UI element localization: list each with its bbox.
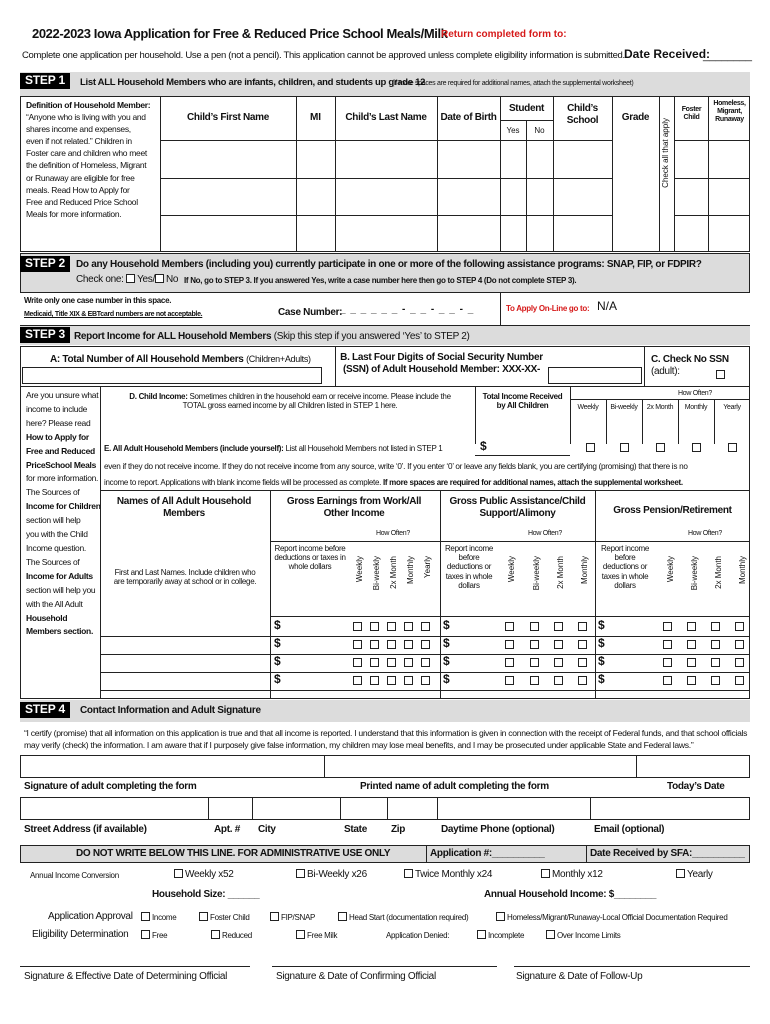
pen-freq-2x: 2x Month <box>714 556 723 589</box>
work-frequency-checkbox[interactable] <box>353 640 362 649</box>
signature-label: Signature of adult completing the form <box>24 781 197 792</box>
work-frequency-checkbox[interactable] <box>387 640 396 649</box>
freq-2x-month: 2x Month <box>646 404 674 411</box>
sig-confirming: Signature & Date of Confirming Official <box>276 971 436 982</box>
household-member-definition: Definition of Household Member: “Anyone who is living with you and shares income and expenses, even if not related.” Children in Foster care and children who meet the definition of Homeless, Migrant or Runaway are eligible for free meals. Read How to Apply for Free and Reduced Price School Meals for more information. <box>26 100 151 219</box>
work-frequency-checkbox[interactable] <box>353 676 362 685</box>
apt-label: Apt. # <box>214 824 240 835</box>
printed-name-label: Printed name of adult completing the form <box>360 781 549 792</box>
work-frequency-checkbox[interactable] <box>404 676 413 685</box>
how-often-pension: How Often? <box>688 530 722 537</box>
public-frequency-checkbox[interactable] <box>530 676 539 685</box>
step2-instruction: If No, go to STEP 3. If you answered Yes, write a case number here then go to STEP 4 (Do not complete STEP 3). <box>184 276 577 285</box>
work-frequency-checkbox[interactable] <box>353 622 362 631</box>
pension-frequency-checkbox[interactable] <box>735 676 744 685</box>
conv-twice-checkbox[interactable] <box>404 869 413 878</box>
child-monthly-checkbox[interactable] <box>692 443 701 452</box>
step2-check-one: Check one: Yes/ No <box>76 274 179 285</box>
conv-yearly: Yearly <box>676 869 713 881</box>
certification-text: “I certify (promise) that all information on this application is true and that all income is reported. I understand that this information is given in connection with the receipt of Federal funds, and that school officials may verify (check) the information. I am aware that if I purposely give false information, my children may lose meal benefits, and I may be prosecuted under applicable State and Federal laws.” <box>24 728 748 750</box>
pen-freq-monthly: Monthly <box>738 556 747 585</box>
work-frequency-checkbox[interactable] <box>421 622 430 631</box>
work-freq-monthly: Monthly <box>406 556 415 585</box>
pension-dollar[interactable]: $ <box>598 672 605 686</box>
pension-hint: Report income before deductions or taxes in whole dollars <box>600 544 650 590</box>
how-often-work: How Often? <box>376 530 410 537</box>
public-dollar[interactable]: $ <box>443 618 450 632</box>
public-frequency-checkbox[interactable] <box>505 622 514 631</box>
signature-field[interactable] <box>20 755 750 778</box>
state-label: State <box>344 824 367 835</box>
public-frequency-checkbox[interactable] <box>554 622 563 631</box>
work-dollar[interactable]: $ <box>274 636 281 650</box>
a-label: A: Total Number of All Household Members (Children+Adults) <box>50 354 311 365</box>
work-dollar[interactable]: $ <box>274 672 281 686</box>
approval-homeless-checkbox[interactable] <box>496 912 505 921</box>
elig-reduced-checkbox[interactable] <box>211 930 220 939</box>
adult-name-field[interactable] <box>101 618 269 636</box>
pension-frequency-checkbox[interactable] <box>687 640 696 649</box>
work-freq-yearly: Yearly <box>423 556 432 578</box>
work-frequency-checkbox[interactable] <box>370 658 379 667</box>
todays-date-label: Today’s Date <box>667 781 725 792</box>
work-frequency-checkbox[interactable] <box>387 658 396 667</box>
work-frequency-checkbox[interactable] <box>421 658 430 667</box>
work-hint: Report income before deductions or taxes in whole dollars <box>274 544 346 572</box>
col-student: Student <box>508 103 545 114</box>
public-frequency-checkbox[interactable] <box>578 622 587 631</box>
conv-biweekly: Bi-Weekly x26 <box>296 869 367 881</box>
step2-question: Do any Household Members (including you) currently participate in one or more of the following assistance programs: SNAP, FIP, or FDPIR? <box>76 259 702 270</box>
step2-no-checkbox[interactable] <box>155 274 164 283</box>
pension-frequency-checkbox[interactable] <box>663 658 672 667</box>
child-biweekly-checkbox[interactable] <box>620 443 629 452</box>
step1-title: List ALL Household Members who are infants, children, and students up grade 12 <box>80 77 426 88</box>
elig-free-checkbox[interactable] <box>141 930 150 939</box>
step4-badge: STEP 4 <box>20 702 70 718</box>
pension-frequency-checkbox[interactable] <box>735 640 744 649</box>
sig-followup: Signature & Date of Follow-Up <box>516 971 643 982</box>
col-student-yes: Yes <box>506 126 520 135</box>
col-foster: Foster Child <box>681 106 702 122</box>
application-number: Application #:__________ <box>430 848 545 859</box>
child-weekly-checkbox[interactable] <box>586 443 595 452</box>
no-ssn-checkbox[interactable] <box>716 370 725 379</box>
work-frequency-checkbox[interactable] <box>370 676 379 685</box>
conv-weekly-checkbox[interactable] <box>174 869 183 878</box>
approval-foster: Foster Child <box>199 912 250 922</box>
col-student-no: No <box>534 126 545 135</box>
freq-monthly: Monthly <box>684 404 708 411</box>
form-title: 2022-2023 Iowa Application for Free & Reduced Price School Meals/Milk <box>32 26 448 41</box>
step4-title: Contact Information and Adult Signature <box>80 705 261 716</box>
income-help-text: Are you unsure what income to include here? Please read How to Apply for Free and Reduced PriceSchool Meals for more information. The Sources of Income for Children section will help you with the Child Income question. The Sources of Income for Adults section will help you with the All Adult Household Members section. <box>26 390 101 637</box>
approval-foster-checkbox[interactable] <box>199 912 208 921</box>
public-frequency-checkbox[interactable] <box>530 640 539 649</box>
approval-fipsnap-checkbox[interactable] <box>270 912 279 921</box>
sig-determining: Signature & Effective Date of Determining Official <box>24 971 228 982</box>
col-grade: Grade <box>621 112 650 123</box>
col-school: Child’s School <box>566 103 599 126</box>
work-frequency-checkbox[interactable] <box>370 622 379 631</box>
work-freq-weekly: Weekly <box>355 556 364 583</box>
approval-headstart: Head Start (documentation required) <box>338 912 468 922</box>
income-conversion: Annual Income Conversion <box>30 871 119 880</box>
work-frequency-checkbox[interactable] <box>404 622 413 631</box>
step2-write-one: Write only one case number in this space. <box>24 296 172 305</box>
public-frequency-checkbox[interactable] <box>554 640 563 649</box>
approval-homeless: Homeless/Migrant/Runaway-Local Official Documentation Required <box>496 912 727 922</box>
elig-free: Free <box>141 930 167 940</box>
work-frequency-checkbox[interactable] <box>421 676 430 685</box>
freq-yearly: Yearly <box>723 404 741 411</box>
pension-frequency-checkbox[interactable] <box>711 622 720 631</box>
step1-note: (if more spaces are required for additional names, attach the supplemental worksheet) <box>392 80 634 87</box>
zip-label: Zip <box>391 824 406 835</box>
pub-freq-2x: 2x Month <box>556 556 565 589</box>
child-2x-month-checkbox[interactable] <box>656 443 665 452</box>
public-dollar[interactable]: $ <box>443 654 450 668</box>
work-frequency-checkbox[interactable] <box>404 640 413 649</box>
pension-frequency-checkbox[interactable] <box>663 622 672 631</box>
work-frequency-checkbox[interactable] <box>421 640 430 649</box>
approval-headstart-checkbox[interactable] <box>338 912 347 921</box>
date-received-sfa: Date Received by SFA:__________ <box>590 848 745 859</box>
conv-yearly-checkbox[interactable] <box>676 869 685 878</box>
conv-biweekly-checkbox[interactable] <box>296 869 305 878</box>
public-frequency-checkbox[interactable] <box>505 640 514 649</box>
elig-freemilk: Free Milk <box>296 930 337 940</box>
approval-income: Income <box>141 912 176 922</box>
col-mi: MI <box>309 112 322 123</box>
col-dob: Date of Birth <box>440 112 497 123</box>
child-income-dollar: $ <box>480 439 487 453</box>
public-hint: Report income before deductions or taxes in whole dollars <box>444 544 494 590</box>
child-yearly-checkbox[interactable] <box>728 443 737 452</box>
case-number-label: Case Number: <box>278 307 343 318</box>
denied-incomplete-checkbox[interactable] <box>477 930 486 939</box>
conv-monthly: Monthly x12 <box>541 869 603 881</box>
approval-income-checkbox[interactable] <box>141 912 150 921</box>
pension-dollar[interactable]: $ <box>598 654 605 668</box>
date-received-label: Date Received: <box>624 47 711 61</box>
email-label: Email (optional) <box>594 824 665 835</box>
public-frequency-checkbox[interactable] <box>505 658 514 667</box>
pen-freq-biweekly: Bi-weekly <box>690 556 699 591</box>
annual-household-income: Annual Household Income: $________ <box>484 889 657 900</box>
e-adult-members: E. All Adult Household Members (include yourself): List all Household Members not listed in STEP 1 <box>104 444 443 453</box>
adult-name-field[interactable] <box>101 672 269 690</box>
public-frequency-checkbox[interactable] <box>578 676 587 685</box>
pension-frequency-checkbox[interactable] <box>735 658 744 667</box>
denied-incomplete: Incomplete <box>477 930 524 940</box>
freq-biweekly: Bi-weekly <box>610 404 638 411</box>
conv-weekly: Weekly x52 <box>174 869 234 881</box>
names-hint: First and Last Names. Include children who are temporarily away at school or in college. <box>113 568 257 587</box>
public-dollar[interactable]: $ <box>443 636 450 650</box>
public-frequency-checkbox[interactable] <box>554 676 563 685</box>
pension-frequency-checkbox[interactable] <box>687 622 696 631</box>
address-field[interactable] <box>20 797 750 820</box>
pension-frequency-checkbox[interactable] <box>711 658 720 667</box>
pension-frequency-checkbox[interactable] <box>687 676 696 685</box>
apply-online-value: N/A <box>597 299 618 313</box>
step1-badge: STEP 1 <box>20 73 70 89</box>
household-size: Household Size: ______ <box>152 889 260 900</box>
form-subtitle: Complete one application per household. Use a pen (not a pencil). This application cannot be approved unless complete eligibility information is submitted. <box>22 50 625 61</box>
pension-frequency-checkbox[interactable] <box>735 622 744 631</box>
col-work-income: Gross Earnings from Work/All Other Income <box>286 496 422 519</box>
col-last-name: Child’s Last Name <box>345 112 427 123</box>
work-freq-2x: 2x Month <box>389 556 398 589</box>
public-dollar[interactable]: $ <box>443 672 450 686</box>
pension-frequency-checkbox[interactable] <box>663 676 672 685</box>
col-first-name: Child’s First Name <box>186 112 270 123</box>
pension-frequency-checkbox[interactable] <box>687 658 696 667</box>
pub-freq-monthly: Monthly <box>580 556 589 585</box>
work-freq-biweekly: Bi-weekly <box>372 556 381 591</box>
e-line-2: even if they do not receive income. If they do not receive income from any source, write ‘0’. If you enter ‘0’ or leave any fields blank, you are certifying (promising) that there is no <box>104 462 688 471</box>
how-often-child: How Often? <box>678 390 712 397</box>
step3-title: Report Income for ALL Household Members (Skip this step if you answered ‘Yes’ to STEP 2) <box>74 331 470 342</box>
denied-overlimits: Over Income Limits <box>546 930 621 940</box>
public-frequency-checkbox[interactable] <box>554 658 563 667</box>
total-income-children: Total Income Received by All Children <box>482 392 563 411</box>
public-frequency-checkbox[interactable] <box>578 658 587 667</box>
adult-name-field[interactable] <box>101 636 269 654</box>
work-frequency-checkbox[interactable] <box>387 676 396 685</box>
denied-overlimits-checkbox[interactable] <box>546 930 555 939</box>
step2-medicaid-note: Medicaid, Title XIX & EBTcard numbers are not acceptable. <box>24 311 203 318</box>
city-label: City <box>258 824 276 835</box>
apply-online-label: To Apply On-Line go to: <box>506 304 590 313</box>
date-received-field[interactable]: ________ <box>703 50 752 62</box>
pension-frequency-checkbox[interactable] <box>711 676 720 685</box>
case-number-field[interactable]: _ _ _ _ _ _ - _ _ - _ _ - _ <box>340 304 475 315</box>
pension-frequency-checkbox[interactable] <box>663 640 672 649</box>
step3-badge: STEP 3 <box>20 327 70 343</box>
b-label: B. Last Four Digits of Social Security Number (SSN) of Adult Household Member: XXX-XX- <box>340 352 543 375</box>
street-label: Street Address (if available) <box>24 824 147 835</box>
elig-freemilk-checkbox[interactable] <box>296 930 305 939</box>
step2-badge: STEP 2 <box>20 256 70 272</box>
pension-dollar[interactable]: $ <box>598 636 605 650</box>
application-approval: Application Approval <box>48 911 133 922</box>
phone-label: Daytime Phone (optional) <box>441 824 555 835</box>
c-label: C. Check No SSN (adult): <box>651 354 729 377</box>
admin-banner: DO NOT WRITE BELOW THIS LINE. FOR ADMINISTRATIVE USE ONLY <box>76 848 391 859</box>
work-dollar[interactable]: $ <box>274 654 281 668</box>
d-child-income: D. Child Income: Sometimes children in the household earn or receive income. Please include the TOTAL gross earned income by all Children listed in STEP 1 here. <box>129 392 451 411</box>
adult-name-field[interactable] <box>101 654 269 672</box>
col-homeless: Homeless, Migrant, Runaway <box>713 100 746 124</box>
col-pension: Gross Pension/Retirement <box>613 505 732 516</box>
return-to-label: Return completed form to: <box>441 29 567 40</box>
pension-dollar[interactable]: $ <box>598 618 605 632</box>
approval-fipsnap: FIP/SNAP <box>270 912 315 922</box>
total-members-field[interactable] <box>22 367 322 384</box>
public-frequency-checkbox[interactable] <box>505 676 514 685</box>
work-dollar[interactable]: $ <box>274 618 281 632</box>
ssn-field[interactable] <box>548 367 642 384</box>
public-frequency-checkbox[interactable] <box>530 658 539 667</box>
how-often-public: How Often? <box>528 530 562 537</box>
conv-monthly-checkbox[interactable] <box>541 869 550 878</box>
freq-weekly: Weekly <box>577 404 599 411</box>
conv-twice: Twice Monthly x24 <box>404 869 492 881</box>
pen-freq-weekly: Weekly <box>666 556 675 583</box>
pension-frequency-checkbox[interactable] <box>711 640 720 649</box>
check-all-label: Check all that apply <box>661 118 670 188</box>
pub-freq-biweekly: Bi-weekly <box>532 556 541 591</box>
work-frequency-checkbox[interactable] <box>387 622 396 631</box>
e-line-3: income to report. Applications with blank income fields will be processed as complete. If more spaces are required for additional names, attach the supplemental worksheet. <box>104 478 683 487</box>
public-frequency-checkbox[interactable] <box>530 622 539 631</box>
public-frequency-checkbox[interactable] <box>578 640 587 649</box>
work-frequency-checkbox[interactable] <box>353 658 362 667</box>
step2-yes-checkbox[interactable] <box>126 274 135 283</box>
pub-freq-weekly: Weekly <box>507 556 516 583</box>
work-frequency-checkbox[interactable] <box>404 658 413 667</box>
work-frequency-checkbox[interactable] <box>370 640 379 649</box>
col-public-assistance: Gross Public Assistance/Child Support/Alimony <box>449 496 586 519</box>
eligibility-determination: Eligibility Determination <box>32 929 129 940</box>
application-denied: Application Denied: <box>386 931 450 940</box>
elig-reduced: Reduced <box>211 930 252 940</box>
col-adult-names: Names of All Adult Household Members <box>116 496 252 519</box>
